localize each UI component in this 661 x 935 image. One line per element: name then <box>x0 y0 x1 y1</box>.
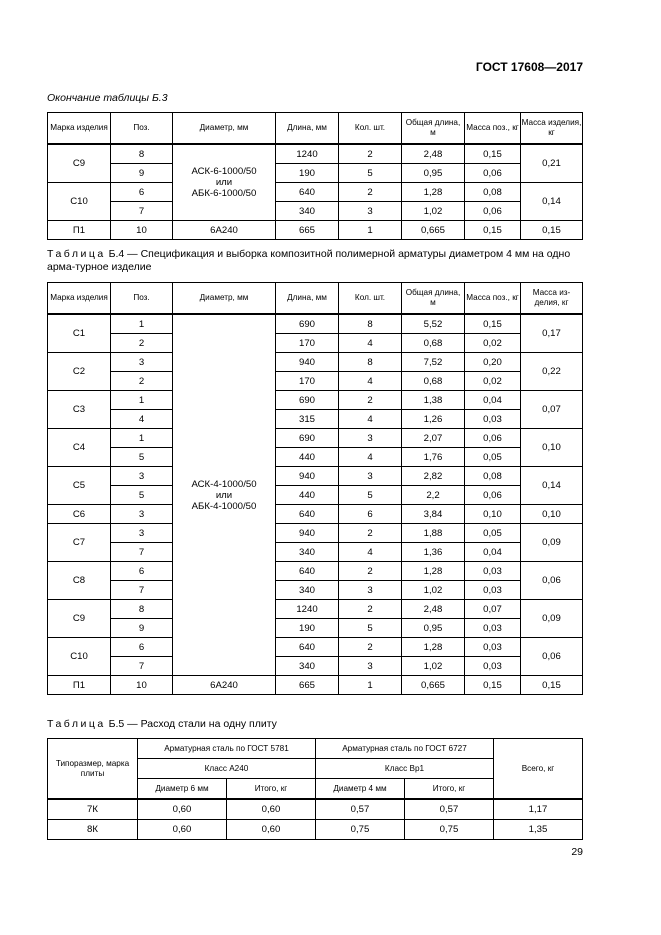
diameter-line: АБК-4-1000/50 <box>191 500 257 512</box>
table-row <box>48 799 583 820</box>
diameter-cell <box>173 314 276 676</box>
table-row <box>48 820 583 840</box>
table-row <box>48 410 583 429</box>
cell: 1 <box>111 391 173 410</box>
cell: 440 <box>276 486 339 505</box>
cell: 1,28 <box>402 638 465 657</box>
cell: 7 <box>111 581 173 600</box>
mark-cell: С9 <box>48 144 111 183</box>
class2-header: Класс Вр1 <box>316 759 494 779</box>
cell: 3 <box>339 467 402 486</box>
table-row <box>48 314 583 334</box>
cell: 640 <box>276 505 339 524</box>
table-row <box>48 372 583 391</box>
column-header: Кол. шт. <box>339 113 402 145</box>
caption-prefix: Таблица <box>47 248 106 260</box>
cell: 1,28 <box>402 562 465 581</box>
cell: 1,17 <box>494 799 583 820</box>
table-row <box>48 543 583 562</box>
table-b3 <box>47 112 583 240</box>
cell: 4 <box>339 543 402 562</box>
cell: 4 <box>339 410 402 429</box>
cell: 3 <box>339 429 402 448</box>
table-b3-caption: Окончание таблицы Б.3 <box>47 92 168 104</box>
cell: 0,57 <box>316 799 405 820</box>
cell: 340 <box>276 657 339 676</box>
cell: 0,68 <box>402 334 465 353</box>
column-header: Поз. <box>111 113 173 145</box>
cell: 1,38 <box>402 391 465 410</box>
cell: 1,36 <box>402 543 465 562</box>
cell: 5 <box>111 448 173 467</box>
mass-cell: 0,14 <box>521 183 583 221</box>
cell: 340 <box>276 543 339 562</box>
column-header: Поз. <box>111 283 173 315</box>
table-row <box>48 638 583 657</box>
mark-cell: С3 <box>48 391 111 429</box>
cell: 3 <box>339 657 402 676</box>
cell: 0,60 <box>227 820 316 840</box>
table-row <box>48 448 583 467</box>
cell: 1 <box>111 429 173 448</box>
cell: 0,665 <box>402 221 465 240</box>
cell: 2,48 <box>402 144 465 164</box>
table-row <box>48 505 583 524</box>
cell: 2,2 <box>402 486 465 505</box>
cell: 1,02 <box>402 202 465 221</box>
column-header: Длина, мм <box>276 113 339 145</box>
mass-cell: 0,17 <box>521 314 583 353</box>
cell: 0,15 <box>465 221 521 240</box>
cell: 940 <box>276 353 339 372</box>
cell: 0,07 <box>465 600 521 619</box>
cell: 0,95 <box>402 619 465 638</box>
cell: 0,04 <box>465 391 521 410</box>
cell: 0,60 <box>227 799 316 820</box>
mark-cell: С6 <box>48 505 111 524</box>
cell: 2,48 <box>402 600 465 619</box>
sub-header: Итого, кг <box>227 779 316 800</box>
cell: 3 <box>111 505 173 524</box>
cell: 315 <box>276 410 339 429</box>
cell: 7 <box>111 543 173 562</box>
column-header: Марка изделия <box>48 113 111 145</box>
cell: 0,02 <box>465 372 521 391</box>
cell: 8К <box>48 820 138 840</box>
cell: 3 <box>111 524 173 543</box>
mass-cell: 0,09 <box>521 524 583 562</box>
column-header: Марка изделия <box>48 283 111 315</box>
table-row <box>48 391 583 410</box>
diameter-line: АСК-4-1000/50 <box>191 478 257 490</box>
cell: 10 <box>111 221 173 240</box>
cell: 340 <box>276 202 339 221</box>
table-row <box>48 144 583 164</box>
cell: 5 <box>339 619 402 638</box>
cell: 0,03 <box>465 657 521 676</box>
diameter-line: или <box>215 489 233 501</box>
table-row <box>48 353 583 372</box>
cell: 6А240 <box>173 221 276 240</box>
column-header: Масса из-делия, кг <box>521 283 583 315</box>
cell: 0,04 <box>465 543 521 562</box>
cell: 8 <box>339 353 402 372</box>
cell: 0,05 <box>465 524 521 543</box>
cell: 640 <box>276 562 339 581</box>
cell: 2 <box>339 391 402 410</box>
cell: 1 <box>111 314 173 334</box>
cell: 1,28 <box>402 183 465 202</box>
cell: 4 <box>111 410 173 429</box>
cell: 340 <box>276 581 339 600</box>
cell: 1,88 <box>402 524 465 543</box>
cell: 170 <box>276 334 339 353</box>
cell: 5 <box>111 486 173 505</box>
cell: 2 <box>339 562 402 581</box>
cell: 0,15 <box>521 221 583 240</box>
cell: 0,57 <box>405 799 494 820</box>
table-b4-caption <box>47 248 587 274</box>
cell: 2 <box>339 600 402 619</box>
cell: 7 <box>111 657 173 676</box>
sub-header: Диаметр 4 мм <box>316 779 405 800</box>
table-row <box>48 657 583 676</box>
mass-cell: 0,07 <box>521 391 583 429</box>
cell: 5,52 <box>402 314 465 334</box>
table-row <box>48 202 583 221</box>
cell: 0,06 <box>465 429 521 448</box>
cell: 0,15 <box>465 314 521 334</box>
col-type: Типоразмер, марка плиты <box>48 739 138 800</box>
mark-cell: С7 <box>48 524 111 562</box>
cell: 3 <box>111 467 173 486</box>
cell: 170 <box>276 372 339 391</box>
cell: 0,03 <box>465 619 521 638</box>
cell: 1,35 <box>494 820 583 840</box>
standard-header: ГОСТ 17608—2017 <box>475 60 583 74</box>
mass-cell: 0,10 <box>521 429 583 467</box>
cell: 1 <box>339 221 402 240</box>
column-header: Кол. шт. <box>339 283 402 315</box>
cell: 0,08 <box>465 183 521 202</box>
cell: 0,20 <box>465 353 521 372</box>
cell: 6 <box>111 183 173 202</box>
table-row <box>48 486 583 505</box>
cell: 2 <box>339 524 402 543</box>
cell: 190 <box>276 619 339 638</box>
diameter-line: АБК-6-1000/50 <box>191 188 257 199</box>
cell: 6А240 <box>173 676 276 695</box>
mass-cell: 0,22 <box>521 353 583 391</box>
cell: 940 <box>276 524 339 543</box>
page-number: 29 <box>571 846 583 858</box>
cell: 7 <box>111 202 173 221</box>
cell: 2 <box>339 638 402 657</box>
cell: 1240 <box>276 144 339 164</box>
diameter-line: или <box>215 177 233 188</box>
table-row <box>48 676 583 695</box>
cell: 8 <box>111 144 173 164</box>
cell: 1240 <box>276 600 339 619</box>
cell: 0,06 <box>465 486 521 505</box>
sub-header: Диаметр 6 мм <box>138 779 227 800</box>
cell: 0,03 <box>465 638 521 657</box>
cell: 6 <box>339 505 402 524</box>
mass-cell: 0,14 <box>521 467 583 505</box>
cell: 1,76 <box>402 448 465 467</box>
cell: 1,02 <box>402 581 465 600</box>
cell: 0,15 <box>521 676 583 695</box>
total-header: Всего, кг <box>494 739 583 800</box>
cell: 6 <box>111 562 173 581</box>
cell: 0,06 <box>465 164 521 183</box>
table-row <box>48 429 583 448</box>
cell: 665 <box>276 676 339 695</box>
caption-prefix: Таблица <box>47 718 106 730</box>
column-header: Диаметр, мм <box>173 283 276 315</box>
cell: 1 <box>339 676 402 695</box>
column-header: Общая длина, м <box>402 283 465 315</box>
table-row <box>48 619 583 638</box>
cell: 9 <box>111 164 173 183</box>
table-row <box>48 183 583 202</box>
column-header: Масса поз., кг <box>465 113 521 145</box>
mark-cell: С1 <box>48 314 111 353</box>
cell: 3,84 <box>402 505 465 524</box>
column-header: Диаметр, мм <box>173 113 276 145</box>
sub-header: Итого, кг <box>405 779 494 800</box>
cell: 0,60 <box>138 799 227 820</box>
mark-cell: С2 <box>48 353 111 391</box>
table-row <box>48 600 583 619</box>
cell: П1 <box>48 221 111 240</box>
mass-cell: 0,21 <box>521 144 583 183</box>
cell: 9 <box>111 619 173 638</box>
mark-cell: С8 <box>48 562 111 600</box>
mark-cell: С10 <box>48 183 111 221</box>
cell: 0,75 <box>316 820 405 840</box>
cell: 1,02 <box>402 657 465 676</box>
cell: 5 <box>339 486 402 505</box>
column-header: Масса изделия, кг <box>521 113 583 145</box>
cell: 2 <box>111 334 173 353</box>
cell: 690 <box>276 314 339 334</box>
cell: 2 <box>111 372 173 391</box>
cell: 0,15 <box>465 144 521 164</box>
cell: 690 <box>276 429 339 448</box>
cell: 690 <box>276 391 339 410</box>
cell: 190 <box>276 164 339 183</box>
mark-cell: С9 <box>48 600 111 638</box>
cell: 440 <box>276 448 339 467</box>
cell: 2 <box>339 144 402 164</box>
cell: 0,05 <box>465 448 521 467</box>
cell: 0,75 <box>405 820 494 840</box>
table-b5 <box>47 738 583 840</box>
column-header: Масса поз., кг <box>465 283 521 315</box>
cell: 640 <box>276 638 339 657</box>
cell: 640 <box>276 183 339 202</box>
table-row <box>48 562 583 581</box>
cell: 0,06 <box>465 202 521 221</box>
cell: 0,10 <box>465 505 521 524</box>
table-row <box>48 164 583 183</box>
cell: 0,03 <box>465 562 521 581</box>
cell: 3 <box>111 353 173 372</box>
cell: 7К <box>48 799 138 820</box>
table-row <box>48 581 583 600</box>
cell: 0,03 <box>465 581 521 600</box>
cell: 3 <box>339 202 402 221</box>
column-header: Длина, мм <box>276 283 339 315</box>
cell: 0,665 <box>402 676 465 695</box>
cell: 0,68 <box>402 372 465 391</box>
table-row <box>48 467 583 486</box>
cell: 10 <box>111 676 173 695</box>
mass-cell: 0,06 <box>521 638 583 676</box>
cell: 0,03 <box>465 410 521 429</box>
cell: 665 <box>276 221 339 240</box>
table-b5-caption <box>47 718 277 730</box>
cell: 3 <box>339 581 402 600</box>
mass-cell: 0,09 <box>521 600 583 638</box>
cell: П1 <box>48 676 111 695</box>
cell: 940 <box>276 467 339 486</box>
mark-cell: С4 <box>48 429 111 467</box>
cell: 0,08 <box>465 467 521 486</box>
diameter-line: АСК-6-1000/50 <box>191 166 257 177</box>
steel1-header: Арматурная сталь по ГОСТ 5781 <box>138 739 316 759</box>
mark-cell: С10 <box>48 638 111 676</box>
cell: 6 <box>111 638 173 657</box>
table-b4 <box>47 282 583 695</box>
diameter-cell <box>173 144 276 221</box>
cell: 1,26 <box>402 410 465 429</box>
cell: 8 <box>111 600 173 619</box>
table-row <box>48 334 583 353</box>
cell: 2,82 <box>402 467 465 486</box>
column-header: Общая длина, м <box>402 113 465 145</box>
cell: 0,02 <box>465 334 521 353</box>
cell: 0,60 <box>138 820 227 840</box>
class1-header: Класс А240 <box>138 759 316 779</box>
cell: 4 <box>339 334 402 353</box>
mass-cell: 0,10 <box>521 505 583 524</box>
cell: 2,07 <box>402 429 465 448</box>
cell: 4 <box>339 372 402 391</box>
table-row <box>48 524 583 543</box>
cell: 0,95 <box>402 164 465 183</box>
steel2-header: Арматурная сталь по ГОСТ 6727 <box>316 739 494 759</box>
cell: 0,15 <box>465 676 521 695</box>
cell: 7,52 <box>402 353 465 372</box>
cell: 2 <box>339 183 402 202</box>
cell: 8 <box>339 314 402 334</box>
table-row <box>48 221 583 240</box>
caption-text: Б.5 — Расход стали на одну плиту <box>105 718 277 730</box>
cell: 4 <box>339 448 402 467</box>
mark-cell: С5 <box>48 467 111 505</box>
mass-cell: 0,06 <box>521 562 583 600</box>
caption-text: Б.4 — Спецификация и выборка композитной полимерной арматуры диаметром 4 мм на одно арма-турное изделие <box>47 248 571 273</box>
cell: 5 <box>339 164 402 183</box>
